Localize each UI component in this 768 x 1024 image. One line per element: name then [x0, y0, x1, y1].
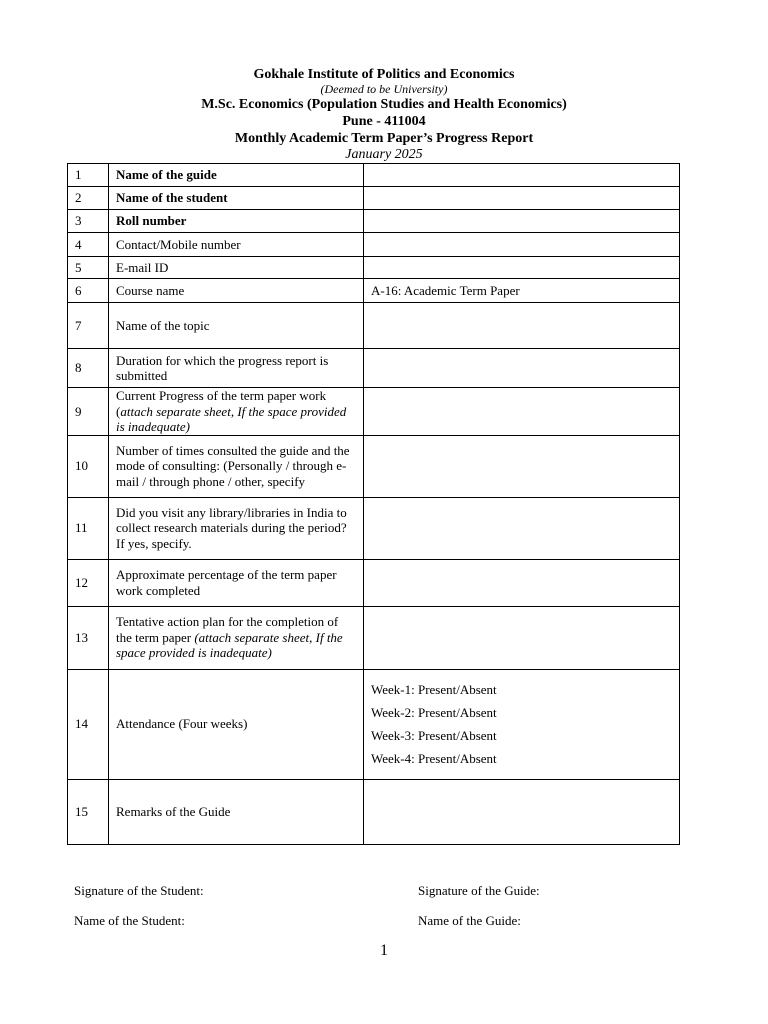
row-label: Approximate percentage of the term paper work completed — [109, 559, 364, 606]
row-label: Contact/Mobile number — [109, 233, 364, 257]
table-row — [68, 210, 680, 233]
attendance-week-2[interactable]: Week-2: Present/Absent — [371, 705, 497, 720]
deemed-university-note: (Deemed to be University) — [320, 82, 448, 96]
table-row — [68, 497, 680, 559]
attendance-week-3[interactable]: Week-3: Present/Absent — [371, 728, 497, 743]
row-label — [109, 388, 364, 436]
row-number: 7 — [68, 303, 109, 349]
row-label-note: (attach separate sheet, If the space provided is inadequate) — [116, 629, 343, 661]
row-number: 14 — [68, 669, 109, 779]
row-label: Name of the student — [109, 187, 364, 210]
table-row — [68, 303, 680, 349]
row-label: Number of times consulted the guide and the mode of consulting: (Personally / through e-mail / through phone / other, specify — [109, 435, 364, 497]
row-number: 15 — [68, 779, 109, 844]
table-row — [68, 349, 680, 388]
row-label: Name of the topic — [109, 303, 364, 349]
row-number: 6 — [68, 279, 109, 303]
library-visit-field[interactable] — [364, 497, 680, 559]
row-label: Duration for which the progress report is submitted — [109, 349, 364, 388]
row-label: E-mail ID — [109, 257, 364, 279]
row-label-text: Current Progress of the term paper work ( — [116, 388, 327, 419]
guide-name-label: Name of the Guide: — [418, 913, 521, 928]
action-plan-field[interactable] — [364, 606, 680, 669]
student-name-label: Name of the Student: — [74, 913, 185, 928]
guide-name-field[interactable] — [364, 164, 680, 187]
attendance-week-4[interactable]: Week-4: Present/Absent — [371, 751, 497, 766]
report-title: Monthly Academic Term Paper’s Progress Report — [234, 131, 534, 146]
row-label: Did you visit any library/libraries in India to collect research materials during the period? If yes, specify. — [109, 497, 364, 559]
table-row — [68, 435, 680, 497]
progress-report-table — [67, 163, 680, 845]
consultation-field[interactable] — [364, 435, 680, 497]
row-number: 1 — [68, 164, 109, 187]
attendance-week-1[interactable]: Week-1: Present/Absent — [371, 682, 497, 697]
table-row — [68, 257, 680, 279]
row-label-note: attach separate sheet, If the space provided is inadequate) — [116, 403, 347, 434]
attendance-cell — [364, 669, 680, 779]
table-row — [68, 559, 680, 606]
guide-signature-label: Signature of the Guide: — [418, 883, 540, 898]
row-label: Attendance (Four weeks) — [109, 669, 364, 779]
table-row — [68, 779, 680, 844]
row-label: Name of the guide — [109, 164, 364, 187]
row-number: 12 — [68, 559, 109, 606]
row-number: 8 — [68, 349, 109, 388]
table-row — [68, 187, 680, 210]
row-number: 5 — [68, 257, 109, 279]
row-number: 3 — [68, 210, 109, 233]
table-row — [68, 388, 680, 436]
table-row — [68, 279, 680, 303]
row-number: 10 — [68, 435, 109, 497]
row-label: Course name — [109, 279, 364, 303]
student-signature-label: Signature of the Student: — [74, 883, 204, 898]
row-number: 2 — [68, 187, 109, 210]
percentage-completed-field[interactable] — [364, 559, 680, 606]
row-number: 4 — [68, 233, 109, 257]
table-row — [68, 233, 680, 257]
table-row — [68, 606, 680, 669]
contact-number-field[interactable] — [364, 233, 680, 257]
page-number: 1 — [380, 942, 388, 959]
row-label: Remarks of the Guide — [109, 779, 364, 844]
topic-field[interactable] — [364, 303, 680, 349]
course-name-value: A-16: Academic Term Paper — [364, 279, 680, 303]
table-row — [68, 164, 680, 187]
city-pincode: Pune - 411004 — [342, 114, 426, 129]
row-number: 13 — [68, 606, 109, 669]
student-name-field[interactable] — [364, 187, 680, 210]
roll-number-field[interactable] — [364, 210, 680, 233]
row-number: 11 — [68, 497, 109, 559]
email-field[interactable] — [364, 257, 680, 279]
programme-name: M.Sc. Economics (Population Studies and Health Economics) — [201, 97, 567, 112]
row-label-text: Tentative action plan for the completion of the term paper — [116, 614, 339, 645]
current-progress-field[interactable] — [364, 388, 680, 436]
row-label: Roll number — [109, 210, 364, 233]
duration-field[interactable] — [364, 349, 680, 388]
table-row — [68, 669, 680, 779]
institute-name: Gokhale Institute of Politics and Economics — [253, 67, 515, 82]
row-number: 9 — [68, 388, 109, 436]
row-label — [109, 606, 364, 669]
guide-remarks-field[interactable] — [364, 779, 680, 844]
report-month: January 2025 — [345, 147, 423, 162]
